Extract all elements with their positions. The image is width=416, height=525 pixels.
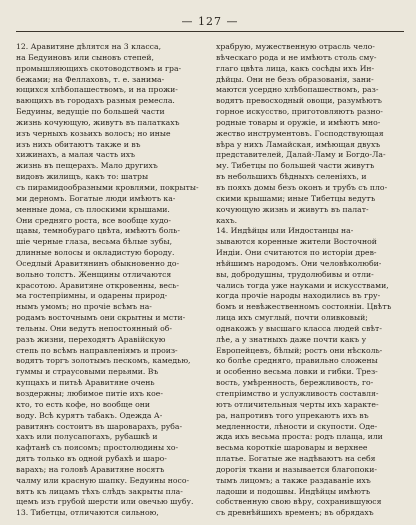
text-line: чалму или красную шапку. Бедуины носо-: [16, 475, 190, 485]
text-line: менные дома, съ плоскими крышами.: [16, 204, 170, 214]
text-line: ютъ отличительныя черты ихъ характе-: [216, 399, 379, 409]
text-line: вѣческаго рода и не имѣютъ столь сму-: [216, 52, 377, 62]
text-line: воздержны; любимое питіе ихъ кое-: [16, 389, 163, 398]
text-line: ма гостепріимны, и одарены природ-: [16, 291, 168, 301]
text-line: Европейцевъ, бѣлый; ростъ они нѣсколь-: [216, 345, 383, 355]
text-line: нѣйшимъ народомъ. Они человѣколюби-: [216, 258, 382, 268]
text-line: вость, умѣренность, бережливость, го-: [216, 378, 374, 388]
text-line: глаго цвѣта лица, какъ сосѣды ихъ Ин-: [216, 63, 375, 73]
text-line: вающихъ въ городахъ разныя ремесла.: [16, 96, 175, 106]
text-line: Индіи. Они считаются по исторіи древ-: [216, 248, 377, 258]
text-line: однакожъ у высшаго класса людей свѣт-: [216, 323, 382, 333]
text-line: весьма короткіе шаровары и верхнее: [216, 443, 368, 453]
text-line: лѣе, а у знатныхъ даже почти какъ у: [216, 334, 367, 344]
text-line: жизнь въ пещерахъ. Мало другихъ: [16, 161, 158, 171]
text-line: когда прочіе народы находились въ гру-: [216, 291, 381, 301]
text-line: длинные волосы и окладистую бороду.: [16, 248, 175, 258]
text-line: чались тогда уже науками и искусствами,: [216, 280, 389, 290]
text-line: жда ихъ весьма проста: родъ плаща, или: [216, 432, 383, 442]
text-line: гуммы и страусовыми перьями. Въ: [16, 367, 159, 377]
text-line: варахъ; на головѣ Аравитяне носятъ: [16, 464, 165, 474]
header-rule: [16, 31, 404, 32]
text-line: бомъ и невѣжественномъ состояніи. Цвѣтъ: [216, 302, 392, 312]
text-line: дорогія ткани и называется благопоки-: [216, 464, 377, 474]
text-line: маются усердно хлѣбопашествомъ, раз-: [216, 85, 379, 95]
left-column: [16, 42, 206, 520]
text-line: тымъ лицомъ; а также раздаваніе ихъ: [216, 475, 371, 485]
text-line: лица ихъ смуглый, почти оливковый;: [216, 313, 368, 323]
text-line: Они средняго роста, все вообще худо-: [16, 215, 171, 225]
text-line: изъ нихъ обитаютъ также и въ: [16, 139, 141, 149]
text-line: собственную свою вѣру, сохранившуюся: [216, 497, 382, 507]
text-line: Бедуины, ведущіе по большей части: [16, 107, 165, 117]
text-line: промышляющихъ скотоводствомъ и гра-: [16, 63, 182, 73]
text-line: му. Тибетцы по большей части живутъ: [216, 161, 375, 171]
text-line: ющихся хлѣбопашествомъ, и на прожи-: [16, 85, 178, 95]
text-line: платье. Богатые же надѣваютъ на себя: [216, 454, 376, 464]
text-line: горное искусство, приготовляютъ разно-: [216, 107, 383, 117]
text-line: дѣйцы. Они не безъ образованія, зани-: [216, 74, 374, 84]
right-column: [216, 42, 406, 520]
page-header: [16, 13, 404, 37]
text-line: видовъ жилищъ, какъ то: шатры: [16, 172, 149, 182]
text-line: кто, то есть кофе, но вообще они: [16, 399, 150, 409]
text-line: медленности, лѣности и скупости. Оде-: [216, 421, 378, 431]
text-line: скими крышами; иные Тибетцы ведутъ: [216, 193, 376, 203]
page-number: — 127 —: [181, 15, 239, 28]
text-line: красотою. Аравитяне откровенны, весь-: [16, 280, 180, 290]
text-line: нымъ умомъ; но прочіе всѣмъ на-: [16, 302, 152, 312]
text-line: равитянъ состоитъ въ шароварахъ, руба-: [16, 421, 183, 431]
text-line: на Бедуиновъ или сыновъ степей,: [16, 52, 154, 62]
text-line: съ древнѣйшихъ временъ; въ обрядахъ: [216, 508, 374, 518]
text-line: хижинахъ, а малая часть ихъ: [16, 150, 136, 160]
text-line: зываются коренные жители Восточной: [216, 237, 377, 247]
text-line: Оседлый Аравитянинъ обыкновенно до-: [16, 258, 180, 268]
text-line: родамъ восточнымъ они скрытны и мсти-: [16, 313, 186, 323]
text-line: водятъ превосходный овощи, разумѣютъ: [216, 96, 382, 106]
text-line: въ небольшихъ бѣдныхъ селеніяхъ, и: [216, 172, 367, 182]
text-line: шіе черные глаза, весьма бѣлые зубы,: [16, 237, 173, 247]
text-line: кахъ.: [216, 215, 238, 225]
text-line: разъ жизни, переходятъ Аравійскую: [16, 334, 166, 344]
text-line: щавы, темнобураго цвѣта, имѣютъ боль-: [16, 226, 180, 236]
text-line: жество инструментовъ. Господствующая: [216, 128, 384, 138]
text-line: тельны. Они ведутъ непостоянный об-: [16, 323, 172, 333]
text-line: щемъ изъ грубой шерсти или овечью шубу.: [16, 497, 194, 507]
text-line: вы, добродушны, трудолюбивы и отли-: [216, 269, 374, 279]
text-line: бежами; на Феллаховъ, т. е. занима-: [16, 74, 165, 84]
text-line: купцахъ и питьѣ Аравитяне очень: [16, 378, 155, 388]
text-line: хахъ или полусапогахъ, рубашкѣ и: [16, 432, 158, 442]
text-line: въ пояхъ домы безъ оконъ и трубъ съ пло-: [216, 182, 388, 192]
text-line: ра, напротивъ того упрекаютъ ихъ въ: [216, 410, 369, 420]
text-line: вятъ къ лицамъ тѣхъ слѣдъ закрыты пла-: [16, 486, 183, 496]
text-line: кочующую жизнь и живутъ въ палат-: [216, 204, 369, 214]
text-line: родные товары и оружіе, и имѣютъ мно-: [216, 117, 381, 127]
text-line: водятъ торгъ золотымъ пескомъ, камедью,: [16, 356, 191, 366]
text-line: жизнь кочующую, живутъ въ палаткахъ: [16, 117, 180, 127]
text-line: съ пирамидообразными кровлями, покрыты-: [16, 182, 199, 192]
text-columns: [16, 42, 406, 520]
text-line: вольно толстъ. Женщины отличаются: [16, 269, 172, 279]
text-line: изъ черныхъ козьихъ волосъ; но иные: [16, 128, 171, 138]
text-line: степріимство и услужливость составля-: [216, 389, 379, 398]
text-line: храбрую, мужественную отрасль чело-: [216, 42, 375, 51]
text-line: ладоши и подошвы. Индѣйцы имѣютъ: [216, 486, 371, 496]
text-line: вѣра у нихъ Ламайская, имѣющая двухъ: [216, 139, 381, 149]
text-line: 13. Тибетцы, отличаются сильною,: [16, 508, 159, 518]
text-line: степь по всѣмъ направленіямъ и произ-: [16, 345, 178, 355]
text-line: кафтанѣ съ поясомъ; простолюдины хо-: [16, 443, 179, 453]
text-line: 12. Аравитяне дѣлятся на 3 класса,: [16, 42, 162, 51]
text-line: и особенно весьма ловки и гибки. Трез-: [216, 367, 378, 377]
text-line: ко болѣе средняго, правильно сложены: [216, 356, 378, 366]
text-line: ми дерномъ. Богатые люди имѣютъ ка-: [16, 193, 176, 203]
text-line: представителей, Далай-Ламу и Богдо-Ла-: [216, 150, 386, 160]
text-line: дятъ только въ одной рубахѣ и шаро-: [16, 454, 167, 464]
text-line: воду. Всѣ курятъ табакъ. Одежда А-: [16, 410, 163, 420]
text-line: 14. Индѣйцы или Индостанцы на-: [216, 226, 354, 236]
